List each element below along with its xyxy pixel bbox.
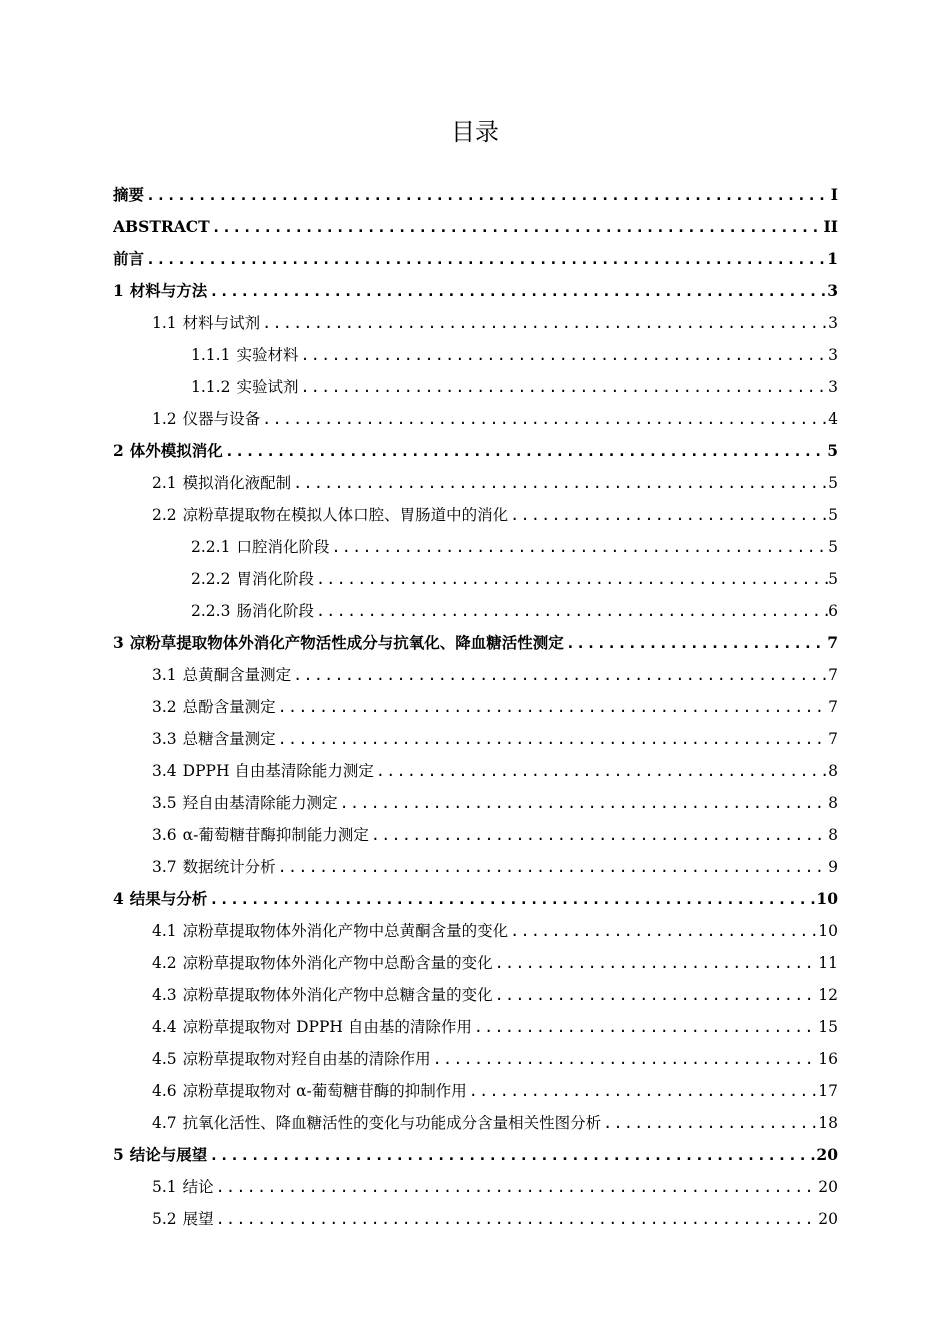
toc-entry-page-number: 17	[818, 1082, 838, 1100]
toc-entry-label: 凉粉草提取物体外消化产物中总糖含量的变化	[182, 986, 493, 1004]
toc-entry[interactable]	[113, 979, 838, 1011]
toc-entry-number: 2.2.1	[191, 538, 231, 556]
toc-entry-page-number: I	[830, 185, 838, 204]
toc-dot-leader	[508, 915, 818, 947]
toc-entry-number: 4.2	[152, 954, 177, 972]
toc-entry-page-number: 10	[818, 922, 838, 940]
toc-entry-label: 口腔消化阶段	[236, 538, 330, 556]
toc-entry-label: 实验试剂	[236, 378, 299, 396]
toc-entry-number: 3.7	[152, 858, 177, 876]
toc-entry[interactable]	[113, 435, 838, 467]
toc-dot-leader	[214, 1171, 819, 1203]
toc-dot-leader	[374, 755, 828, 787]
toc-entry-number: 3.1	[152, 666, 177, 684]
toc-entry-number: 1.2	[152, 410, 177, 428]
toc-dot-leader	[291, 467, 828, 499]
toc-entry-number: 3	[113, 633, 124, 652]
toc-entry-number: 4.1	[152, 922, 177, 940]
toc-entry[interactable]	[113, 947, 838, 979]
toc-dot-leader	[214, 1203, 819, 1235]
toc-entry-page-number: 18	[818, 1114, 838, 1132]
toc-entry-number: 1.1	[152, 314, 177, 332]
toc-entry-page-number: 8	[828, 794, 838, 812]
toc-dot-leader	[207, 1139, 816, 1171]
toc-entry[interactable]	[113, 563, 838, 595]
toc-entry-label: 凉粉草提取物体外消化产物活性成分与抗氧化、降血糖活性测定	[129, 633, 564, 652]
toc-dot-leader	[276, 851, 828, 883]
toc-entry-label: 仪器与设备	[182, 410, 261, 428]
toc-entry-label: α-葡萄糖苷酶抑制能力测定	[182, 826, 369, 844]
toc-entry-number: 3.4	[152, 762, 177, 780]
toc-entry-page-number: 5	[827, 441, 838, 460]
toc-dot-leader	[144, 179, 831, 211]
toc-entry[interactable]	[113, 723, 838, 755]
toc-entry-label: 凉粉草提取物体外消化产物中总黄酮含量的变化	[182, 922, 509, 940]
toc-dot-leader	[508, 499, 828, 531]
toc-entry[interactable]	[113, 243, 838, 275]
toc-entry-number: 2.2	[152, 506, 177, 524]
toc-entry-page-number: 5	[828, 506, 838, 524]
toc-entry-page-number: 3	[828, 314, 838, 332]
toc-entry-number: 4.7	[152, 1114, 177, 1132]
toc-entry-number: 2.2.3	[191, 602, 231, 620]
toc-entry[interactable]	[113, 787, 838, 819]
toc-dot-leader	[260, 307, 828, 339]
toc-entry-page-number: 20	[816, 1145, 838, 1164]
toc-entry-label: 总酚含量测定	[182, 698, 276, 716]
toc-entry-label: 结果与分析	[129, 889, 208, 908]
toc-entry-number: 3.3	[152, 730, 177, 748]
table-of-contents	[113, 179, 838, 1235]
toc-dot-leader	[298, 371, 828, 403]
toc-entry-page-number: 3	[827, 281, 838, 300]
toc-entry-label: 凉粉草提取物对 DPPH 自由基的清除作用	[182, 1018, 472, 1036]
page-title: 目录	[451, 118, 499, 146]
toc-dot-leader	[298, 339, 828, 371]
toc-entry[interactable]	[113, 851, 838, 883]
toc-entry-page-number: 7	[828, 698, 838, 716]
toc-dot-leader	[564, 627, 827, 659]
toc-entry[interactable]	[113, 1107, 838, 1139]
toc-entry-page-number: 5	[828, 474, 838, 492]
toc-entry[interactable]	[113, 499, 838, 531]
toc-entry[interactable]	[113, 819, 838, 851]
toc-entry-number: 4.4	[152, 1018, 177, 1036]
toc-entry-number: 1	[113, 281, 124, 300]
toc-entry-label: 结论与展望	[129, 1145, 208, 1164]
toc-entry-page-number: 8	[828, 762, 838, 780]
toc-entry-page-number: 5	[828, 570, 838, 588]
toc-entry-label: 凉粉草提取物在模拟人体口腔、胃肠道中的消化	[182, 506, 509, 524]
toc-dot-leader	[467, 1075, 818, 1107]
toc-entry-number: 2	[113, 441, 124, 460]
toc-entry-number: 1.1.2	[191, 378, 231, 396]
toc-dot-leader	[210, 211, 824, 243]
toc-dot-leader	[601, 1107, 818, 1139]
toc-entry[interactable]	[113, 1171, 838, 1203]
toc-entry-page-number: 6	[828, 602, 838, 620]
toc-entry-label: 材料与试剂	[182, 314, 261, 332]
toc-entry-number: 2.1	[152, 474, 177, 492]
toc-entry-number: 5.1	[152, 1178, 177, 1196]
toc-entry[interactable]	[113, 1203, 838, 1235]
toc-entry-label: 抗氧化活性、降血糖活性的变化与功能成分含量相关性图分析	[182, 1114, 602, 1132]
toc-entry-page-number: 11	[818, 954, 838, 972]
toc-entry-label: 数据统计分析	[182, 858, 276, 876]
toc-entry-label: 展望	[182, 1210, 214, 1228]
toc-entry-label: 前言	[113, 249, 145, 268]
toc-entry-number: 1.1.1	[191, 346, 231, 364]
toc-entry[interactable]	[113, 275, 838, 307]
toc-entry[interactable]	[113, 1043, 838, 1075]
toc-dot-leader	[207, 275, 827, 307]
toc-entry-page-number: 3	[828, 346, 838, 364]
toc-entry-page-number: 20	[818, 1178, 838, 1196]
toc-dot-leader	[291, 659, 828, 691]
toc-entry-label: 肠消化阶段	[236, 602, 314, 620]
toc-entry-label: 凉粉草提取物对羟自由基的清除作用	[182, 1050, 431, 1068]
toc-entry[interactable]	[113, 339, 838, 371]
toc-entry[interactable]	[113, 691, 838, 723]
toc-entry-page-number: 10	[816, 889, 838, 908]
toc-entry[interactable]	[113, 1011, 838, 1043]
toc-entry-label: 体外模拟消化	[129, 441, 223, 460]
toc-dot-leader	[207, 883, 816, 915]
toc-entry-page-number: 5	[828, 538, 838, 556]
toc-dot-leader	[493, 947, 819, 979]
toc-entry[interactable]	[113, 403, 838, 435]
toc-entry[interactable]	[113, 371, 838, 403]
toc-dot-leader	[144, 243, 827, 275]
toc-dot-leader	[431, 1043, 819, 1075]
toc-entry-page-number: 15	[818, 1018, 838, 1036]
toc-dot-leader	[260, 403, 828, 435]
toc-entry-page-number: 16	[818, 1050, 838, 1068]
toc-entry-page-number: 4	[828, 410, 838, 428]
toc-entry-number: 3.2	[152, 698, 177, 716]
toc-dot-leader	[223, 435, 827, 467]
toc-entry[interactable]	[113, 883, 838, 915]
toc-entry-label: 凉粉草提取物体外消化产物中总酚含量的变化	[182, 954, 493, 972]
toc-entry-number: 5.2	[152, 1210, 177, 1228]
toc-dot-leader	[369, 819, 828, 851]
toc-entry-label: 总糖含量测定	[182, 730, 276, 748]
toc-entry-label: 材料与方法	[129, 281, 208, 300]
toc-entry[interactable]	[113, 1139, 838, 1171]
toc-entry-number: 2.2.2	[191, 570, 231, 588]
toc-entry-page-number: 7	[827, 633, 838, 652]
toc-dot-leader	[472, 1011, 818, 1043]
toc-entry-label: 实验材料	[236, 346, 299, 364]
toc-entry-label: 结论	[182, 1178, 214, 1196]
toc-entry[interactable]	[113, 1075, 838, 1107]
toc-entry-page-number: 7	[828, 666, 838, 684]
toc-entry[interactable]	[113, 627, 838, 659]
toc-entry-page-number: 3	[828, 378, 838, 396]
toc-entry[interactable]	[113, 211, 838, 243]
toc-dot-leader	[329, 531, 828, 563]
toc-entry-page-number: 1	[827, 249, 838, 268]
toc-entry[interactable]	[113, 659, 838, 691]
toc-entry[interactable]	[113, 915, 838, 947]
toc-entry-page-number: 12	[818, 986, 838, 1004]
toc-entry-label: ABSTRACT	[113, 217, 210, 236]
toc-entry-label: 总黄酮含量测定	[182, 666, 292, 684]
toc-entry[interactable]	[113, 531, 838, 563]
toc-entry-page-number: 20	[818, 1210, 838, 1228]
toc-entry[interactable]	[113, 595, 838, 627]
toc-dot-leader	[493, 979, 819, 1011]
toc-entry[interactable]	[113, 179, 838, 211]
toc-dot-leader	[276, 723, 828, 755]
toc-dot-leader	[314, 595, 828, 627]
toc-entry[interactable]	[113, 755, 838, 787]
toc-entry-label: 摘要	[113, 185, 145, 204]
toc-dot-leader	[338, 787, 828, 819]
toc-entry-number: 5	[113, 1145, 124, 1164]
toc-entry-number: 4	[113, 889, 124, 908]
toc-entry-page-number: II	[823, 217, 838, 236]
toc-entry-label: 胃消化阶段	[236, 570, 314, 588]
toc-dot-leader	[314, 563, 828, 595]
toc-entry-page-number: 9	[828, 858, 838, 876]
toc-entry-number: 4.5	[152, 1050, 177, 1068]
toc-entry-page-number: 7	[828, 730, 838, 748]
toc-entry[interactable]	[113, 467, 838, 499]
toc-entry-number: 3.5	[152, 794, 177, 812]
toc-entry-label: 羟自由基清除能力测定	[182, 794, 338, 812]
toc-entry-label: DPPH 自由基清除能力测定	[182, 762, 374, 780]
toc-entry-page-number: 8	[828, 826, 838, 844]
toc-entry-number: 3.6	[152, 826, 177, 844]
toc-entry[interactable]	[113, 307, 838, 339]
toc-dot-leader	[276, 691, 828, 723]
toc-entry-number: 4.6	[152, 1082, 177, 1100]
toc-entry-number: 4.3	[152, 986, 177, 1004]
toc-entry-label: 凉粉草提取物对 α-葡萄糖苷酶的抑制作用	[182, 1082, 467, 1100]
toc-entry-label: 模拟消化液配制	[182, 474, 292, 492]
